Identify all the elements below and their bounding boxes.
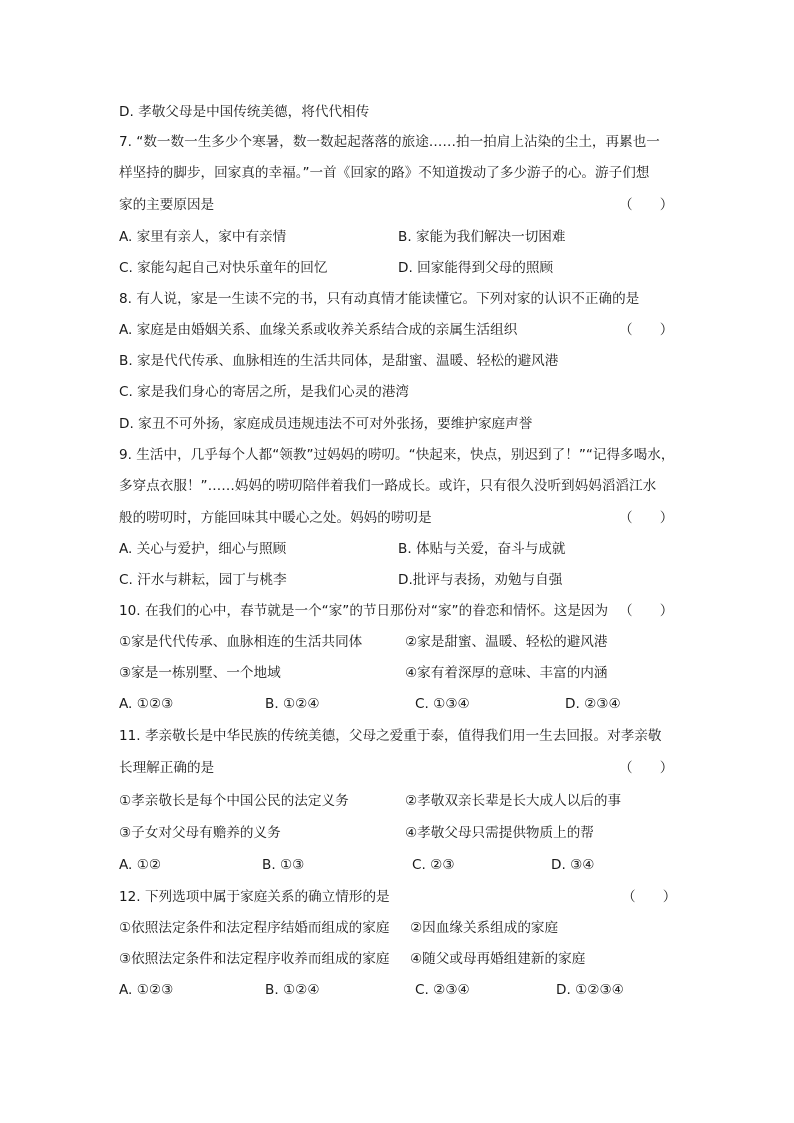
- q9-option-c: C. 汗水与耕耘，园丁与桃李: [119, 572, 287, 588]
- q9-answer-paren: （ ）: [619, 510, 674, 526]
- q11-statement-4: ④孝敬父母只需提供物质上的帮: [405, 825, 594, 841]
- q7-stem-line-1: 7. “数一数一生多少个寒暑，数一数起起落落的旅途……拍一拍肩上沾染的尘土，再累也一: [119, 134, 660, 150]
- q12-option-b: B. ①②④: [265, 982, 320, 998]
- q9-stem-line-2: 多穿点衣服！”……妈妈的唠叨陪伴着我们一路成长。或许，只有很久没听到妈妈滔滔江水: [119, 478, 657, 494]
- q7-answer-paren: （ ）: [619, 197, 674, 213]
- q9-option-a: A. 关心与爱护，细心与照顾: [119, 541, 287, 557]
- q12-statement-3: ③依照法定条件和法定程序收养而组成的家庭: [119, 951, 390, 967]
- q7-option-d: D. 回家能得到父母的照顾: [398, 260, 554, 276]
- q11-option-b: B. ①③: [262, 857, 305, 873]
- q12-option-d: D. ①②③④: [556, 982, 624, 998]
- q8-stem: 8. 有人说，家是一生读不完的书，只有动真情才能读懂它。下列对家的认识不正确的是: [119, 291, 640, 307]
- q10-option-b: B. ①②④: [265, 696, 320, 712]
- q10-stem: 10. 在我们的心中，春节就是一个“家”的节日那份对“家”的眷恋和情怀。这是因为: [119, 603, 609, 619]
- q11-option-a: A. ①②: [119, 857, 162, 873]
- q7-option-a: A. 家里有亲人，家中有亲情: [119, 229, 287, 245]
- q8-option-c: C. 家是我们身心的寄居之所，是我们心灵的港湾: [119, 384, 410, 400]
- q11-option-d: D. ③④: [551, 857, 595, 873]
- q11-stem-line-1: 11. 孝亲敬长是中华民族的传统美德，父母之爱重于泰，值得我们用一生去回报。对孝亲敬: [119, 728, 662, 744]
- q6-option-d: D. 孝敬父母是中国传统美德，将代代相传: [119, 104, 370, 120]
- q10-statement-1: ①家是代代传承、血脉相连的生活共同体: [119, 634, 363, 650]
- q7-option-b: B. 家能为我们解决一切困难: [398, 229, 566, 245]
- q10-statement-4: ④家有着深厚的意味、丰富的内涵: [405, 665, 608, 681]
- q8-option-b: B. 家是代代传承、血脉相连的生活共同体，是甜蜜、温暖、轻松的避风港: [119, 353, 559, 369]
- q8-answer-paren: （ ）: [619, 322, 674, 338]
- q9-option-b: B. 体贴与关爱，奋斗与成就: [398, 541, 566, 557]
- q7-stem-line-2: 样坚持的脚步，回家真的幸福。”一首《回家的路》不知道拨动了多少游子的心。游子们想: [119, 165, 650, 181]
- q11-option-c: C. ②③: [412, 857, 455, 873]
- q9-option-d: D.批评与表扬，劝勉与自强: [398, 572, 563, 588]
- q11-stem-line-2: 长理解正确的是: [119, 760, 215, 776]
- q7-stem-line-3: 家的主要原因是: [119, 197, 215, 213]
- q10-option-a: A. ①②③: [119, 696, 174, 712]
- q8-option-d: D. 家丑不可外扬，家庭成员违规违法不可对外张扬，要维护家庭声誉: [119, 416, 533, 432]
- q10-option-d: D. ②③④: [565, 696, 621, 712]
- q12-option-c: C. ②③④: [415, 982, 470, 998]
- q12-statement-2: ②因血缘关系组成的家庭: [410, 920, 559, 936]
- q12-statement-4: ④随父或母再婚组建新的家庭: [410, 951, 586, 967]
- q11-statement-2: ②孝敬双亲长辈是长大成人以后的事: [405, 793, 622, 809]
- q11-answer-paren: （ ）: [619, 760, 674, 776]
- q9-stem-line-3: 般的唠叨时，方能回味其中暖心之处。妈妈的唠叨是: [119, 510, 432, 526]
- q12-statement-1: ①依照法定条件和法定程序结婚而组成的家庭: [119, 920, 390, 936]
- q8-option-a: A. 家庭是由婚姻关系、血缘关系或收养关系结合成的亲属生活组织: [119, 322, 518, 338]
- q7-option-c: C. 家能勾起自己对快乐童年的回忆: [119, 260, 328, 276]
- q10-option-c: C. ①③④: [415, 696, 470, 712]
- q12-stem: 12. 下列选项中属于家庭关系的确立情形的是: [119, 889, 390, 905]
- q10-statement-2: ②家是甜蜜、温暖、轻松的避风港: [405, 634, 608, 650]
- q11-statement-3: ③子女对父母有赡养的义务: [119, 825, 281, 841]
- q10-answer-paren: （ ）: [619, 603, 674, 619]
- q11-statement-1: ①孝亲敬长是每个中国公民的法定义务: [119, 793, 349, 809]
- q10-statement-3: ③家是一栋别墅、一个地域: [119, 665, 281, 681]
- q12-answer-paren: （ ）: [622, 889, 677, 905]
- q12-option-a: A. ①②③: [119, 982, 174, 998]
- q9-stem-line-1: 9. 生活中，几乎每个人都“领教”过妈妈的唠叨。“快起来，快点，别迟到了！”“记得多喝水，: [119, 447, 675, 463]
